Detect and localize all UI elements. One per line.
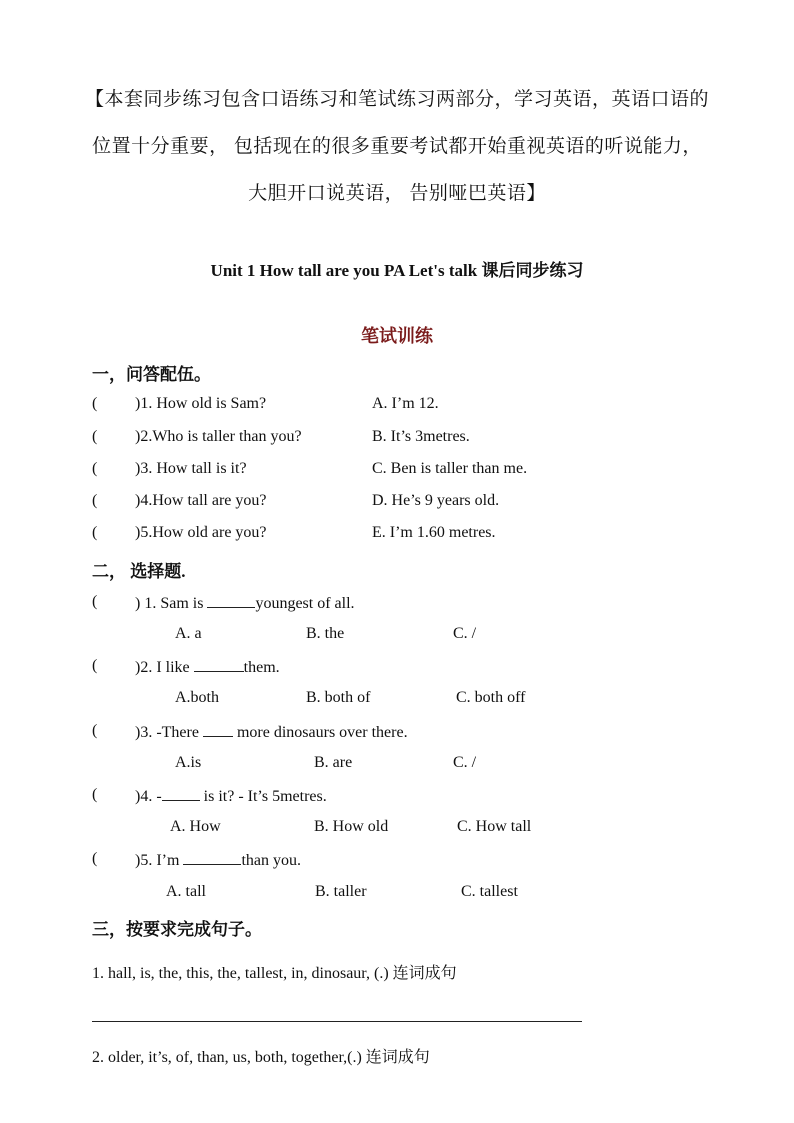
question-text bbox=[135, 722, 408, 742]
fill-blank[interactable] bbox=[162, 786, 200, 801]
answer-paren[interactable]: ( bbox=[92, 722, 98, 739]
sentence-task-1: 1. hall, is, the, this, the, tallest, in, dinosaur, (.) 连词成句 bbox=[92, 965, 457, 982]
question-text bbox=[135, 850, 301, 870]
question-text: )3. How tall is it? bbox=[135, 460, 247, 477]
answer-paren[interactable]: ( bbox=[92, 492, 98, 509]
option-a: A. a bbox=[175, 625, 202, 642]
question-suffix: is it? - It’s 5metres. bbox=[199, 788, 327, 805]
question-text: )5.How old are you? bbox=[135, 524, 267, 541]
question-prefix: )4. - bbox=[135, 788, 162, 805]
answer-paren[interactable]: ( bbox=[92, 850, 98, 867]
answer-option: B. It’s 3metres. bbox=[372, 428, 470, 445]
answer-option: E. I’m 1.60 metres. bbox=[372, 524, 496, 541]
option-c: C. / bbox=[453, 754, 477, 771]
answer-paren[interactable]: ( bbox=[92, 428, 98, 445]
option-c: C. both off bbox=[456, 689, 526, 706]
option-a: A. How bbox=[170, 818, 221, 835]
answer-paren[interactable]: ( bbox=[92, 460, 98, 477]
option-b: B. are bbox=[314, 754, 353, 771]
sentence-task-2: 2. older, it’s, of, than, us, both, together,(.) 连词成句 bbox=[92, 1049, 430, 1066]
section-1-heading: 一，问答配伍。 bbox=[92, 365, 211, 384]
question-suffix: than you. bbox=[241, 852, 301, 869]
option-c: C. How tall bbox=[457, 818, 532, 835]
option-a: A. tall bbox=[166, 883, 206, 900]
answer-option: A. I’m 12. bbox=[372, 395, 439, 412]
fill-blank[interactable] bbox=[203, 722, 233, 737]
option-b: B. taller bbox=[315, 883, 367, 900]
answer-option: C. Ben is taller than me. bbox=[372, 460, 528, 477]
question-text: )1. How old is Sam? bbox=[135, 395, 267, 412]
intro-line-3: 大胆开口说英语， 告别哑巴英语】 bbox=[248, 183, 546, 204]
document-title: Unit 1 How tall are you PA Let's talk 课后同步练习 bbox=[210, 261, 584, 280]
question-suffix: them. bbox=[243, 659, 280, 676]
question-suffix: youngest of all. bbox=[255, 595, 355, 612]
answer-paren[interactable]: ( bbox=[92, 786, 98, 803]
intro-line-2: 位置十分重要， 包括现在的很多重要考试都开始重视英语的听说能力， bbox=[92, 136, 702, 157]
fill-blank[interactable] bbox=[183, 850, 241, 865]
question-text bbox=[135, 593, 355, 613]
section-2-heading: 二， 选择题. bbox=[92, 562, 186, 581]
answer-paren[interactable]: ( bbox=[92, 395, 98, 412]
option-b: B. How old bbox=[314, 818, 389, 835]
intro-line-1: 【本套同步练习包含口语练习和笔试练习两部分，学习英语，英语口语的 bbox=[84, 89, 709, 110]
option-b: B. the bbox=[306, 625, 345, 642]
answer-line[interactable] bbox=[92, 1021, 582, 1022]
fill-blank[interactable] bbox=[207, 593, 255, 608]
question-prefix: )5. I’m bbox=[135, 852, 184, 869]
question-text bbox=[135, 657, 280, 677]
option-c: C. tallest bbox=[461, 883, 518, 900]
question-text: )4.How tall are you? bbox=[135, 492, 267, 509]
answer-paren[interactable]: ( bbox=[92, 657, 98, 674]
section-subtitle: 笔试训练 bbox=[361, 326, 433, 346]
answer-paren[interactable]: ( bbox=[92, 524, 98, 541]
option-a: A.is bbox=[175, 754, 202, 771]
answer-paren[interactable]: ( bbox=[92, 593, 98, 610]
question-prefix: ) 1. Sam is bbox=[135, 595, 208, 612]
section-3-heading: 三，按要求完成句子。 bbox=[92, 920, 262, 939]
question-prefix: )3. -There bbox=[135, 724, 203, 741]
question-prefix: )2. I like bbox=[135, 659, 194, 676]
fill-blank[interactable] bbox=[194, 657, 244, 672]
question-suffix: more dinosaurs over there. bbox=[232, 724, 408, 741]
option-a: A.both bbox=[175, 689, 219, 706]
option-b: B. both of bbox=[306, 689, 371, 706]
answer-option: D. He’s 9 years old. bbox=[372, 492, 500, 509]
question-text bbox=[135, 786, 327, 806]
question-text: )2.Who is taller than you? bbox=[135, 428, 302, 445]
option-c: C. / bbox=[453, 625, 477, 642]
